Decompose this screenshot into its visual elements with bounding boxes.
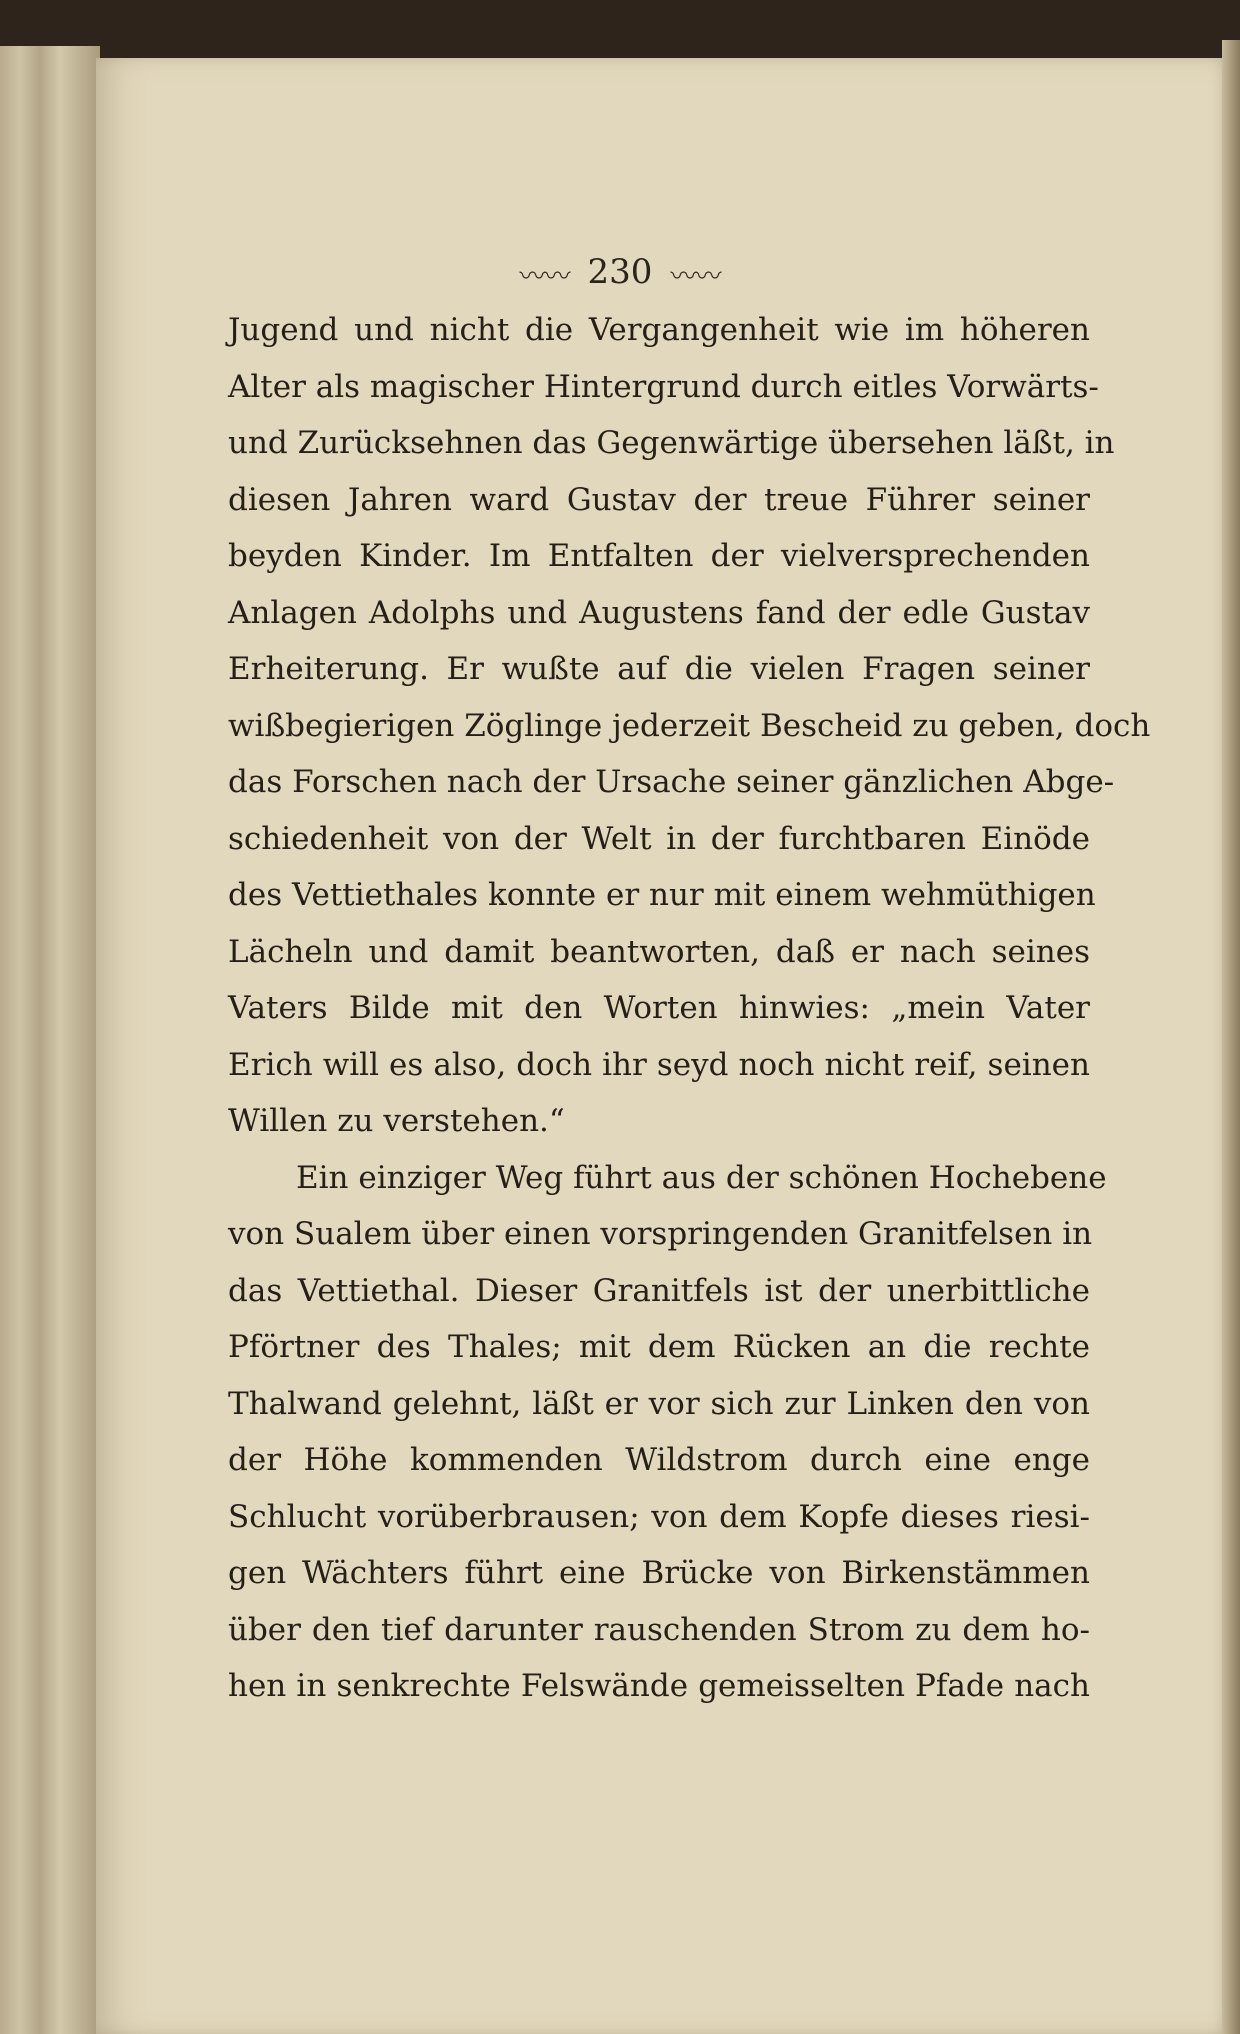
text-line-paragraph-start: Ein einziger Weg führt aus der schönen Hochebene bbox=[296, 1159, 1107, 1196]
page-number: 230 bbox=[587, 252, 653, 292]
text-line: schiedenheit von der Welt in der furchtbaren Einöde bbox=[228, 820, 1090, 857]
text-line: das Vettiethal. Dieser Granitfels ist der unerbittliche bbox=[228, 1272, 1090, 1309]
text-line-paragraph-end: Willen zu verstehen.“ bbox=[228, 1103, 565, 1139]
text-line: Jugend und nicht die Vergangenheit wie im höheren bbox=[228, 312, 1090, 348]
text-line: das Forschen nach der Ursache seiner gänzlichen Abge- bbox=[228, 764, 1115, 800]
text-line: beyden Kinder. Im Entfalten der vielversprechenden bbox=[228, 538, 1090, 574]
page-right-edge bbox=[1222, 40, 1240, 2034]
text-line: gen Wächters führt eine Brücke von Birkenstämmen bbox=[228, 1555, 1090, 1591]
text-line: und Zurücksehnen das Gegenwärtige übersehen läßt, in bbox=[228, 425, 1115, 461]
text-line: Pförtner des Thales; mit dem Rücken an die rechte bbox=[228, 1329, 1090, 1365]
body-text bbox=[228, 302, 1151, 1715]
text-line: des Vettiethales konnte er nur mit einem wehmüthigen bbox=[228, 877, 1096, 913]
text-line: hen in senkrechte Felswände gemeisselten Pfade nach bbox=[228, 1668, 1090, 1704]
text-line: Erich will es also, doch ihr seyd noch nicht reif, seinen bbox=[228, 1046, 1090, 1083]
text-line: Schlucht vorüberbrausen; von dem Kopfe dieses riesi- bbox=[228, 1498, 1090, 1535]
text-line: Erheiterung. Er wußte auf die vielen Fragen seiner bbox=[228, 651, 1090, 687]
text-line: Alter als magischer Hintergrund durch eitles Vorwärts- bbox=[228, 368, 1099, 405]
ornament-right: 〰〰 bbox=[670, 261, 721, 292]
text-line: der Höhe kommenden Wildstrom durch eine enge bbox=[228, 1442, 1090, 1478]
text-line: Anlagen Adolphs und Augustens fand der edle Gustav bbox=[228, 594, 1090, 631]
text-line: Vaters Bilde mit den Worten hinwies: „mein Vater bbox=[228, 990, 1090, 1026]
text-line: von Sualem über einen vorspringenden Granitfelsen in bbox=[228, 1216, 1093, 1252]
text-line: wißbegierigen Zöglinge jederzeit Bescheid zu geben, doch bbox=[228, 707, 1151, 744]
ornament-left: 〰〰 bbox=[519, 261, 570, 292]
text-line: Lächeln und damit beantworten, daß er nach seines bbox=[228, 933, 1090, 970]
text-line: diesen Jahren ward Gustav der treue Führer seiner bbox=[228, 481, 1090, 518]
text-line: über den tief darunter rauschenden Strom zu dem ho- bbox=[228, 1611, 1090, 1648]
page-header bbox=[0, 252, 1240, 293]
page-stack-edges bbox=[0, 46, 100, 2034]
text-line: Thalwand gelehnt, läßt er vor sich zur Linken den von bbox=[228, 1385, 1090, 1422]
